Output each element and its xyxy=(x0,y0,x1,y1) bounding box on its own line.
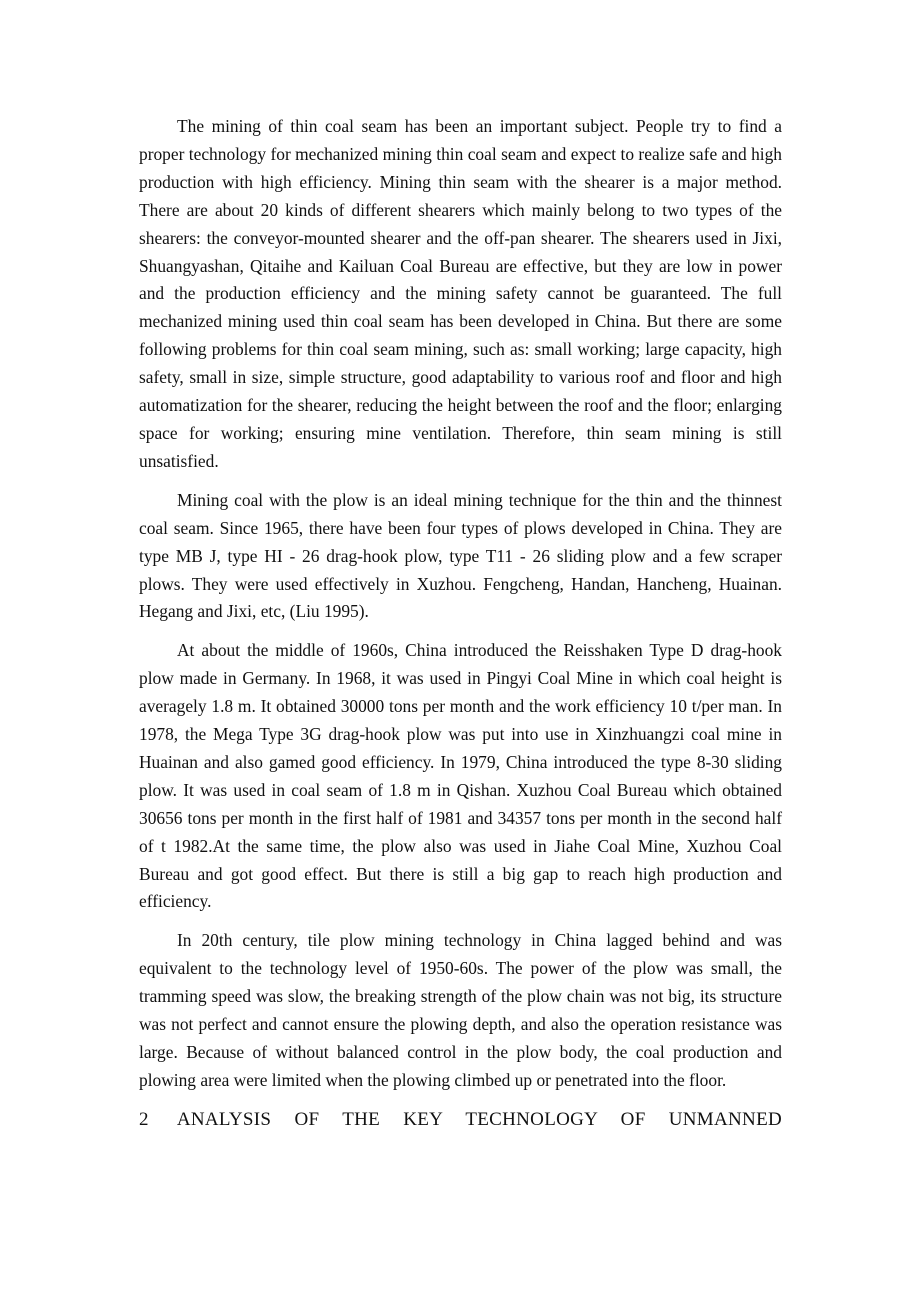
paragraph-1960s-history: At about the middle of 1960s, China introduced the Reisshaken Type D drag-hook plow made in Germany. In 1968, it was used in Pingyi Coal Mine in which coal height is averagely 1.8 m. It obtained 30000 tons per month and the work efficiency 10 t/per man. In 1978, the Mega Type 3G drag-hook plow was put into use in Xinzhuangzi coal mine in Huainan and also gamed good efficiency. In 1979, China introduced the type 8-30 sliding plow. It was used in coal seam of 1.8 m in Qishan. Xuzhou Coal Bureau which obtained 30656 tons per month in the first half of 1981 and 34357 tons per month in the second half of t 1982.At the same time, the plow also was used in Jiahe Coal Mine, Xuzhou Coal Bureau and got good effect. But there is still a big gap to reach high production and efficiency. xyxy=(139,640,782,912)
paragraph-20th-century: In 20th century, tile plow mining technology in China lagged behind and was equivalent to the technology level of 1950-60s. The power of the plow was small, the tramming speed was slow, the breaking strength of the plow chain was not big, its structure was not perfect and cannot ensure the plowing depth, and also the operation resistance was large. Because of without balanced control in the plow body, the coal production and plowing area were limited when the plowing climbed up or penetrated into the floor. xyxy=(139,930,782,1090)
document-page xyxy=(139,113,782,1134)
section-heading xyxy=(139,1106,782,1134)
section-title: ANALYSIS OF THE KEY TECHNOLOGY OF UNMANNED xyxy=(176,1108,782,1130)
section-number: 2 xyxy=(139,1108,149,1130)
paragraph-thin-seam-mining: The mining of thin coal seam has been an important subject. People try to find a proper technology for mechanized mining thin coal seam and expect to realize safe and high production with high efficiency. Mining thin seam with the shearer is a major method. There are about 20 kinds of different shearers which mainly belong to two types of the shearers: the conveyor-mounted shearer and the off-pan shearer. The shearers used in Jixi, Shuangyashan, Qitaihe and Kailuan Coal Bureau are effective, but they are low in power and the production efficiency and the mining safety cannot be guaranteed. The full mechanized mining used thin coal seam has been developed in China. But there are some following problems for thin coal seam mining, such as: small working; large capacity, high safety, small in size, simple structure, good adaptability to various roof and floor and high automatization for the shearer, reducing the height between the roof and the floor; enlarging space for working; ensuring mine ventilation. Therefore, thin seam mining is still unsatisfied. xyxy=(139,116,782,471)
paragraph-plow-mining: Mining coal with the plow is an ideal mining technique for the thin and the thinnest coal seam. Since 1965, there have been four types of plows developed in China. They are type MB J, type HI - 26 drag-hook plow, type T11 - 26 sliding plow and a few scraper plows. They were used effectively in Xuzhou. Fengcheng, Handan, Hancheng, Huainan. Hegang and Jixi, etc, (Liu 1995). xyxy=(139,489,782,622)
